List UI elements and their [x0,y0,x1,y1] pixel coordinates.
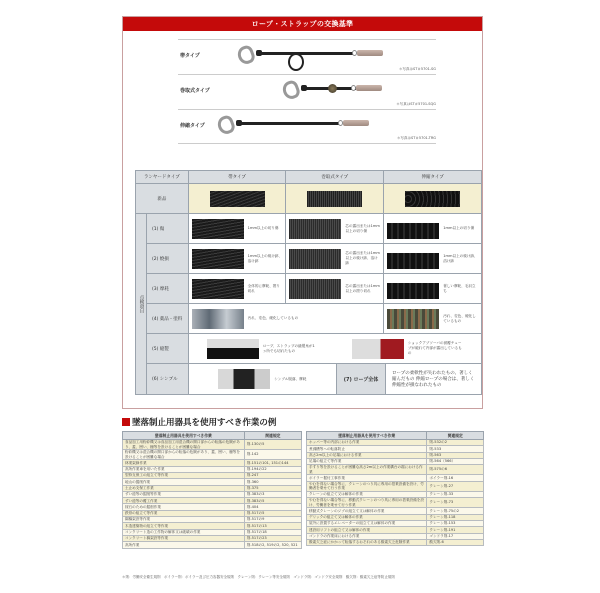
row-label: (4) 薬品・塗料 [146,304,188,334]
regulation-cell: 則-142 [244,450,301,460]
work-cell: 木造建築物の組立て等作業 [123,523,245,529]
work-cell: やむを得ない場合等に、移動式クレーンのつり具に専用の搭乗設備を設け、労働者を乗せて行う作業 [307,498,427,508]
photo-note: ＊写真はST＃5701-SG [399,67,436,71]
regulation-cell: 則-130の5 [244,440,301,450]
work-cell: 食品加工用粉砕機又は食品加工用混合機の開口部からの転落の危険があり、蓋、囲い、柵等を設けることが困難な場合 [123,440,245,450]
regulation-cell: 則-532の2 [427,440,484,446]
regulation-cell: 則-375 [244,485,301,491]
damage-photo [192,219,244,239]
row-label: (2) 焼損 [146,244,188,274]
work-cell: 建設用リフトの組立て又は解体の作業 [307,527,427,533]
regulation-cell: 則-194の22 [244,466,301,472]
regulation-cell: 則-404 [244,504,301,510]
work-cell: 移動式クレーンのジブの組立て又は解体の作業 [307,508,427,514]
row-label: (6) シンブル [146,364,188,395]
new-reel-swatch [307,191,362,207]
hook-icon [235,44,256,66]
photo-note: ＊写真はST＃5701-TRG [397,136,436,140]
type-row-belt [178,39,436,74]
work-cell: ホッパー等の内部における作業 [307,440,427,446]
work-cell: 鋼橋架設等作業 [123,517,245,523]
regulation-cell: 則-517の9 [244,517,301,523]
regulation-cell: クレーン則-153 [427,520,484,526]
thimble-photo [218,369,270,389]
inspection-table [135,170,482,395]
hook-icon [280,79,301,101]
photo-note: ＊写真はST＃5701-SQG [396,102,436,106]
inspection-header-row [136,171,482,184]
new-belt-swatch [210,191,265,207]
red-square-icon [122,418,130,426]
work-cell: クレーンの組立て又は解体の作業 [307,491,427,497]
new-label: 新品 [136,184,189,214]
damage-photo [192,249,244,269]
regulation-cell: 則-517の5 [244,510,301,516]
regulation-cell: 則-563 [427,452,484,458]
work-cell: やむを得ない場合等に、クレーンのつり具に専用の搭乗設備を設け、労働者を乗せて行う作業 [307,481,427,491]
lanyard-reel-image [283,79,393,101]
table-row [123,450,302,460]
lanyard-stretch-image [218,114,388,136]
table-row [307,539,484,545]
regulation-cell: クレーン則-33 [427,491,484,497]
type-row-stretch [178,109,436,144]
work-cell: ずい道等の覆工作業 [123,498,245,504]
damage-photo [289,219,341,239]
damage-photo [289,249,341,269]
work-cell: 粉砕機又は混合機の開口部からの転落の危険があり、蓋、囲い、柵等を設けることが困難な場合 [123,450,245,460]
inspection-row-burn: (2) 焼損 1mm以上の焼け跡、溶け跡 芯の露出または1mm以上の焼け跡、溶け跡 1mm以上の焼け跡、溶け跡 [136,244,482,274]
damage-photo [387,309,439,329]
work-cell: 高さ2m以上の足場における作業 [307,452,427,458]
inspection-row-chemical: (4) 薬品・塗料 汚れ、変色、硬化しているもの 汚れ、変色、硬化しているもの [136,304,482,334]
regulation-cell: 則-517の13 [244,523,301,529]
work-cell: コンクリート造の工作物の解体又は破壊の作業 [123,529,245,535]
table-row [123,542,302,548]
regulation-cell: 則-383の5 [244,498,301,504]
work-cell: コンクリート橋架設等作業 [123,535,245,541]
work-cell: 屋外に設置するエレベーターの組立て又は解体の作業 [307,520,427,526]
regulation-cell: 則-564（566） [427,458,484,464]
new-row [136,184,482,214]
damage-photo [387,279,439,299]
regulation-cell: クレーン則-118 [427,514,484,520]
regulation-cell: クレーン則-27 [427,481,484,491]
table-row [307,498,484,508]
regulation-cell: 則-360 [244,479,301,485]
regulation-cell: 則-247 [244,472,301,478]
rope-overall-label: (7) ロープ全体 [336,364,386,394]
row-label: (3) 摩耗 [146,274,188,304]
type-row-reel [178,74,436,109]
work-cell: 鉄骨の組立て等作業 [123,510,245,516]
damage-photo [207,339,259,359]
regulation-cell: クレーン則-191 [427,527,484,533]
regulation-cell: 則-517の18 [244,529,301,535]
damage-photo [289,279,341,299]
work-cell: 採石のための掘削作業 [123,504,245,510]
regulation-cell: 則-518の2, 519の2, 520, 521 [244,542,301,548]
damage-photo [192,309,244,329]
header-lanyard-type: ランヤードタイプ [136,171,189,184]
header-belt: 帯タイプ [188,171,286,184]
regulation-cell: 則-517の23 [244,535,301,541]
work-cell: デリックの組立て又は解体の作業 [307,514,427,520]
row-label: (5) 縫製 [146,334,188,364]
regulation-cell: 則-151の101, 151の144 [244,460,301,466]
table-row [123,440,302,450]
damage-photo [192,279,244,299]
work-cell: ゴンドラの作業床における作業 [307,533,427,539]
regulation-cell: ゴンドラ則-17 [427,533,484,539]
regulation-cell: 酸欠則-6 [427,539,484,545]
table-row [307,465,484,475]
new-stretch-swatch [405,191,460,207]
table-row [307,481,484,491]
regulation-cell: クレーン則-75の2 [427,508,484,514]
work-cell: 林業架線作業 [123,460,245,466]
work-cell: 高所作業車を用いた作業 [123,466,245,472]
type-label: 帯タイプ [180,53,200,59]
rope-overall-desc: ロープの柔軟性が失われたもの、著しく縮んだもの 伸縮ロープの場合は、著しく伸縮性が損なわれたもの [392,371,475,388]
replacement-criteria-card [122,16,483,409]
inspection-row-thimble: (6) シンブル シンブル脱落、摩耗 (7) ロープ全体 ロープの柔軟性が失われたもの、著しく縮んだもの 伸縮ロープの場合は、著しく伸縮性が損なわれたもの [136,364,482,395]
work-cell: 地山の掘削作業 [123,479,245,485]
work-cell: 型枠支保工の組立て等作業 [123,472,245,478]
card-title: ロープ・ストラップの交換基準 [123,17,482,31]
type-label: 巻取式タイプ [180,88,210,94]
work-table-left: 墜落制止用器具を使用すべき作業 関連規定 食品加工用粉砕機又は食品加工用混合機の開口部からの転落の危険があり、蓋、囲い、柵等を設けることが困難な場合 則-130の5 粉砕機又は混合機の開口部からの転落の危険があり、蓋、囲い、柵等を設けることが困難な場合 則-142 林業架線作業 則-151の101, 151の144 高所作業車を用いた作業 則-194の22 型枠支保工の組立て等作業 則-247 地山の掘削作業 則-360 土止め支保工作業 則-375 ずい道等の掘削等作業 則-383の3 ずい道等の覆工作業 則-383の5 採石のための掘削作業 則-404 鉄骨の組立て等作業 則-517の5 鋼橋架設等作業 則-517の9 木造建築物の組立て等作業 則-517の13 コンクリート造の工作物の解体又は破壊の作業 則-517の18 コンクリート橋架設等作業 則-517の23 高所作業 則-518の2, 519の2, 520, 521 [122,431,302,549]
damage-photo [387,249,439,269]
hook-icon [215,114,236,136]
regulation-cell: ボイラー則-16 [427,475,484,481]
header-stretch: 伸縮タイプ [384,171,482,184]
damage-photo [352,339,404,359]
header-reel: 巻取式タイプ [286,171,384,184]
work-table-right: 墜落制止用器具を使用すべき作業 関連規定 ホッパー等の内部における作業 則-532の2 煮沸槽等への転落防止 則-533 高さ2m以上の足場における作業 則-563 足場の組立て等作業 則-564（566） 手すり等を設けることが困難な高さ2m以上の作業構台の端における作業 則-575の6 ボイラー据付工事作業 ボイラー則-16 やむを得ない場合等に、クレーンのつり具に専用の搭乗設備を設け、労働者を乗せて行う作業 クレーン則-27 クレーンの組立て又は解体の作業 クレーン則-33 やむを得ない場合等に、移動式クレーンのつり具に専用の搭乗設備を設け、労働者を乗せて行う作業 クレーン則-73 移動式クレーンのジブの組立て又は解体の作業 クレーン則-75の2 デリックの組立て又は解体の作業 クレーン則-118 屋外に設置するエレベーターの組立て又は解体の作業 クレーン則-153 建設用リフトの組立て又は解体の作業 クレーン則-191 ゴンドラの作業床における作業 ゴンドラ則-17 酸素欠乏症にかかって転落するおそれのある酸素欠乏危険作業 酸欠則-6 [306,431,484,546]
work-cell: 足場の組立て等作業 [307,458,427,464]
work-cell: 手すり等を設けることが困難な高さ2m以上の作業構台の端における作業 [307,465,427,475]
damage-photo [387,219,439,239]
row-label: (1) 傷 [146,214,188,244]
work-cell: ボイラー据付工事作業 [307,475,427,481]
inspection-row-wear: (3) 摩耗 全体的に摩耗、擦り切れ 芯の露出または1mm以上の擦り切れ 著しい摩耗、毛羽立ち [136,274,482,304]
inspection-row-cut: 点検項目 (1) 傷 1mm以上の切り傷 芯の露出または1mm以上の切り傷 1mm以上の切り傷 [136,214,482,244]
work-cell: ずい道等の掘削等作業 [123,491,245,497]
regulation-cell: 則-383の3 [244,491,301,497]
regulation-cell: 則-533 [427,446,484,452]
work-cell: 高所作業 [123,542,245,548]
work-cell: 土止め支保工作業 [123,485,245,491]
section-title: 墜落制止用器具を使用すべき作業の例 [122,416,276,428]
work-cell: 酸素欠乏症にかかって転落するおそれのある酸素欠乏危険作業 [307,539,427,545]
inspection-group-label: 点検項目 [136,214,147,395]
type-label: 伸縮タイプ [180,123,205,129]
inspection-row-sewing: (5) 縫製 ロープ、ストラップの縫製糸が1ヵ所でも切れたもの ショックアブソーバの被覆チューブが破れて内部が露出しているもの [136,334,482,364]
lanyard-belt-image [238,44,378,66]
regulation-cell: クレーン則-73 [427,498,484,508]
work-cell: 煮沸槽等への転落防止 [307,446,427,452]
regulation-cell: 則-575の6 [427,465,484,475]
lanyard-types [178,39,436,144]
footnote: ＊則：労働安全衛生規則 ボイラー則：ボイラー及び圧力容器安全規則 クレーン則：クレーン等安全規則 ゴンドラ則：ゴンドラ安全規則 酸欠則：酸素欠乏症等防止規則 [122,575,395,579]
